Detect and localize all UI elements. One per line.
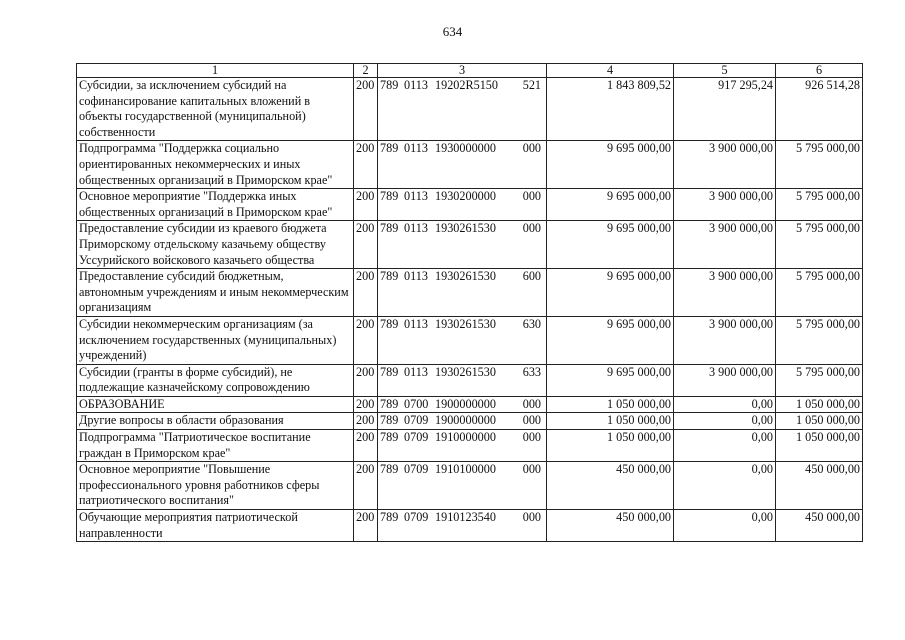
- row-name-cell: [77, 269, 354, 317]
- table-row: [77, 189, 863, 221]
- row-codes-cell: [378, 141, 547, 189]
- row-col2-cell: [354, 364, 378, 396]
- row-value-col5: [674, 189, 776, 221]
- row-value-col5: [674, 396, 776, 413]
- row-col2-cell: [354, 141, 378, 189]
- row-expense-type: 633: [522, 364, 541, 379]
- row-v5: 3 900 000,00: [709, 221, 773, 236]
- row-col2-cell: [354, 396, 378, 413]
- row-value-col6: [776, 78, 863, 141]
- row-v4: 9 695 000,00: [607, 141, 671, 156]
- row-target-article: 1930261530: [435, 269, 496, 284]
- row-value-col4: [547, 221, 674, 269]
- row-ved-code: 789: [380, 413, 399, 428]
- row-target-article: 1900000000: [435, 396, 496, 411]
- row-target-article: 19202R5150: [435, 78, 498, 92]
- row-v5: 3 900 000,00: [709, 269, 773, 284]
- row-value-col5: [674, 462, 776, 510]
- row-target-article: 1910123540: [435, 510, 496, 525]
- row-codes-cell: [378, 430, 547, 462]
- row-name-cell: [77, 316, 354, 364]
- row-col2: 200: [356, 269, 375, 284]
- row-target-article: 1930261530: [435, 316, 496, 331]
- row-value-col5: [674, 413, 776, 430]
- header-col-1: 1: [77, 64, 354, 78]
- row-v5: 0,00: [751, 462, 773, 477]
- row-col2: 200: [356, 430, 375, 445]
- row-expense-type: 000: [522, 510, 541, 525]
- row-col2-cell: [354, 221, 378, 269]
- row-ved-code: 789: [380, 269, 399, 284]
- row-col2-cell: [354, 189, 378, 221]
- row-section-code: 0113: [404, 316, 428, 331]
- row-value-col6: [776, 430, 863, 462]
- row-codes-cell: [378, 221, 547, 269]
- row-section-code: 0113: [404, 364, 428, 379]
- row-target-article: 1910000000: [435, 430, 496, 445]
- row-v4: 9 695 000,00: [607, 221, 671, 236]
- row-codes-cell: [378, 364, 547, 396]
- row-codes-cell: [378, 316, 547, 364]
- row-col2: 200: [356, 141, 375, 156]
- row-codes-cell: [378, 396, 547, 413]
- row-codes-cell: [378, 413, 547, 430]
- table-row: [77, 141, 863, 189]
- table-row: [77, 396, 863, 413]
- row-value-col5: [674, 430, 776, 462]
- row-section-code: 0113: [404, 78, 428, 92]
- row-codes-cell: [378, 189, 547, 221]
- row-expense-type: 000: [522, 141, 541, 156]
- row-value-col4: [547, 413, 674, 430]
- row-v6: 450 000,00: [805, 462, 860, 477]
- row-value-col6: [776, 189, 863, 221]
- row-v4: 9 695 000,00: [607, 316, 671, 331]
- row-v4: 1 843 809,52: [607, 78, 671, 92]
- row-value-col4: [547, 189, 674, 221]
- row-v4: 1 050 000,00: [607, 430, 671, 445]
- row-name: Подпрограмма "Патриотическое воспитание граждан в Приморском крае": [79, 430, 311, 460]
- row-v6: 1 050 000,00: [796, 396, 860, 411]
- row-col2-cell: [354, 462, 378, 510]
- row-expense-type: 600: [522, 269, 541, 284]
- row-name-cell: [77, 462, 354, 510]
- page-number: 634: [442, 24, 463, 39]
- row-value-col5: [674, 269, 776, 317]
- row-ved-code: 789: [380, 141, 399, 156]
- row-ved-code: 789: [380, 462, 399, 477]
- row-name-cell: [77, 430, 354, 462]
- row-expense-type: 000: [522, 413, 541, 428]
- row-expense-type: 000: [522, 396, 541, 411]
- table-row: [77, 364, 863, 396]
- row-section-code: 0709: [404, 413, 429, 428]
- row-value-col6: [776, 221, 863, 269]
- header-col-2: 2: [354, 64, 378, 78]
- row-value-col4: [547, 269, 674, 317]
- row-expense-type: 521: [522, 78, 541, 92]
- row-target-article: 1930000000: [435, 141, 496, 156]
- row-col2-cell: [354, 430, 378, 462]
- row-v6: 1 050 000,00: [796, 413, 860, 428]
- row-expense-type: 000: [522, 221, 541, 236]
- row-col2: 200: [356, 78, 375, 92]
- row-ved-code: 789: [380, 430, 399, 445]
- row-codes-cell: [378, 269, 547, 317]
- row-v5: 3 900 000,00: [709, 316, 773, 331]
- row-ved-code: 789: [380, 78, 399, 92]
- row-expense-type: 630: [522, 316, 541, 331]
- row-section-code: 0113: [404, 221, 428, 236]
- row-col2-cell: [354, 316, 378, 364]
- row-name-cell: [77, 221, 354, 269]
- table-row: [77, 510, 863, 542]
- row-value-col4: [547, 316, 674, 364]
- row-ved-code: 789: [380, 510, 399, 525]
- row-codes-cell: [378, 462, 547, 510]
- row-v6: 5 795 000,00: [796, 189, 860, 204]
- row-target-article: 1930200000: [435, 189, 496, 204]
- table-row: [77, 78, 863, 141]
- row-value-col5: [674, 316, 776, 364]
- row-value-col4: [547, 430, 674, 462]
- row-name-cell: [77, 396, 354, 413]
- row-name: Обучающие мероприятия патриотической направленности: [79, 510, 298, 540]
- row-v5: 3 900 000,00: [709, 364, 773, 379]
- row-section-code: 0113: [404, 141, 428, 156]
- row-v4: 9 695 000,00: [607, 269, 671, 284]
- row-codes-cell: [378, 510, 547, 542]
- row-v5: 0,00: [751, 396, 773, 411]
- row-section-code: 0709: [404, 510, 429, 525]
- row-name: Основное мероприятие "Поддержка иных общественных организаций в Приморском крае": [79, 189, 333, 219]
- row-ved-code: 789: [380, 189, 399, 204]
- row-value-col4: [547, 510, 674, 542]
- row-col2: 200: [356, 413, 375, 428]
- table-row: [77, 413, 863, 430]
- row-v4: 9 695 000,00: [607, 189, 671, 204]
- row-v5: 3 900 000,00: [709, 189, 773, 204]
- budget-table: [76, 63, 863, 542]
- row-name-cell: [77, 510, 354, 542]
- row-expense-type: 000: [522, 189, 541, 204]
- row-name: Другие вопросы в области образования: [79, 413, 284, 428]
- row-v4: 1 050 000,00: [607, 396, 671, 411]
- row-name: Субсидии (гранты в форме субсидий), не подлежащие казначейскому сопровождению: [79, 364, 310, 395]
- row-ved-code: 789: [380, 221, 399, 236]
- row-value-col6: [776, 316, 863, 364]
- row-col2: 200: [356, 316, 375, 331]
- row-name: Основное мероприятие "Повышение профессионального уровня работников сферы патриотического воспитания": [79, 462, 320, 508]
- row-v6: 5 795 000,00: [796, 316, 860, 331]
- row-col2-cell: [354, 78, 378, 141]
- row-v6: 5 795 000,00: [796, 221, 860, 236]
- row-ved-code: 789: [380, 396, 399, 411]
- row-col2-cell: [354, 413, 378, 430]
- row-v6: 5 795 000,00: [796, 141, 860, 156]
- table-row: [77, 269, 863, 317]
- row-name-cell: [77, 78, 354, 141]
- table-row: [77, 221, 863, 269]
- table-row: [77, 462, 863, 510]
- row-name: Предоставление субсидий бюджетным, автономным учреждениям и иным некоммерческим организациям: [79, 269, 349, 315]
- row-name: Субсидии некоммерческим организациям (за исключением государственных (муниципальных) учреждений): [79, 316, 337, 363]
- row-ved-code: 789: [380, 316, 399, 331]
- row-value-col5: [674, 221, 776, 269]
- row-v5: 917 295,24: [718, 78, 773, 92]
- row-v6: 450 000,00: [805, 510, 860, 525]
- row-name-cell: [77, 364, 354, 396]
- row-col2: 200: [356, 189, 375, 204]
- row-value-col4: [547, 141, 674, 189]
- row-name: Предоставление субсидии из краевого бюджета Приморскому отдельскому казачьему обществу Уссурийского войскового казачьего общества: [79, 221, 327, 267]
- table-row: [77, 316, 863, 364]
- row-name-cell: [77, 413, 354, 430]
- row-value-col4: [547, 364, 674, 396]
- row-col2-cell: [354, 510, 378, 542]
- row-value-col6: [776, 413, 863, 430]
- row-value-col5: [674, 78, 776, 141]
- row-v4: 450 000,00: [616, 510, 671, 525]
- header-row: [77, 64, 863, 78]
- row-v5: 0,00: [751, 430, 773, 445]
- table-body: [77, 78, 863, 542]
- row-v6: 5 795 000,00: [796, 364, 860, 379]
- row-expense-type: 000: [522, 462, 541, 477]
- row-v5: 0,00: [751, 510, 773, 525]
- row-section-code: 0709: [404, 462, 429, 477]
- row-col2: 200: [356, 364, 375, 379]
- row-v5: 0,00: [751, 413, 773, 428]
- row-v4: 1 050 000,00: [607, 413, 671, 428]
- row-value-col6: [776, 396, 863, 413]
- table-row: [77, 430, 863, 462]
- row-v4: 9 695 000,00: [607, 364, 671, 379]
- row-name-cell: [77, 141, 354, 189]
- row-target-article: 1930261530: [435, 221, 496, 236]
- row-v5: 3 900 000,00: [709, 141, 773, 156]
- row-col2: 200: [356, 221, 375, 236]
- row-name: Субсидии, за исключением субсидий на софинансирование капитальных вложений в объекты государственной (муниципальной) собственности: [79, 78, 311, 139]
- row-section-code: 0700: [404, 396, 429, 411]
- row-col2: 200: [356, 396, 375, 411]
- row-col2: 200: [356, 462, 375, 477]
- row-target-article: 1910100000: [435, 462, 496, 477]
- row-section-code: 0709: [404, 430, 429, 445]
- header-col-6: 6: [776, 64, 863, 78]
- row-value-col4: [547, 396, 674, 413]
- row-section-code: 0113: [404, 189, 428, 204]
- header-col-5: 5: [674, 64, 776, 78]
- row-value-col6: [776, 364, 863, 396]
- row-value-col5: [674, 141, 776, 189]
- row-name: Подпрограмма "Поддержка социально ориентированных некоммерческих и иных общественных организаций в Приморском крае": [79, 141, 333, 187]
- row-value-col6: [776, 462, 863, 510]
- row-value-col4: [547, 78, 674, 141]
- row-col2-cell: [354, 269, 378, 317]
- row-expense-type: 000: [522, 430, 541, 445]
- header-col-3: 3: [378, 64, 547, 78]
- row-v6: 5 795 000,00: [796, 269, 860, 284]
- row-ved-code: 789: [380, 364, 399, 379]
- row-value-col5: [674, 364, 776, 396]
- row-section-code: 0113: [404, 269, 428, 284]
- row-name: ОБРАЗОВАНИЕ: [79, 396, 165, 411]
- row-v4: 450 000,00: [616, 462, 671, 477]
- row-value-col6: [776, 269, 863, 317]
- row-v6: 926 514,28: [805, 78, 860, 92]
- row-value-col5: [674, 510, 776, 542]
- row-name-cell: [77, 189, 354, 221]
- row-col2: 200: [356, 510, 375, 525]
- row-value-col6: [776, 141, 863, 189]
- row-codes-cell: [378, 78, 547, 141]
- header-col-4: 4: [547, 64, 674, 78]
- row-target-article: 1930261530: [435, 364, 496, 379]
- row-v6: 1 050 000,00: [796, 430, 860, 445]
- row-target-article: 1900000000: [435, 413, 496, 428]
- row-value-col6: [776, 510, 863, 542]
- row-value-col4: [547, 462, 674, 510]
